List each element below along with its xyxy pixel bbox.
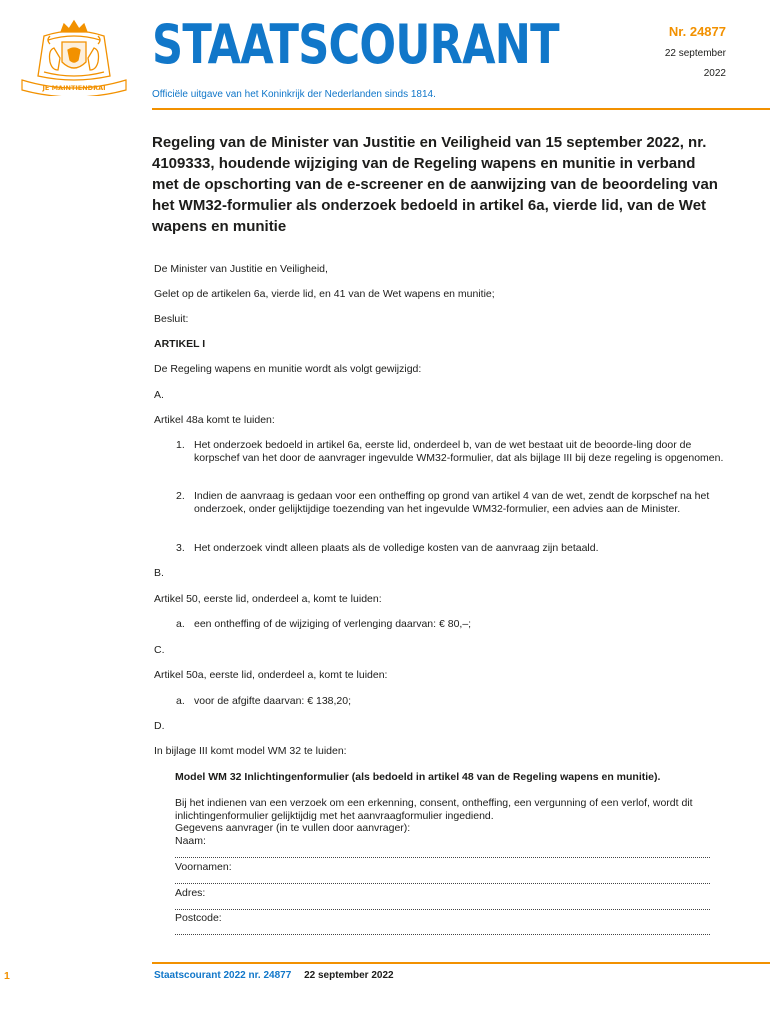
coat-of-arms-logo — [14, 18, 134, 96]
section-b-intro: Artikel 50, eerste lid, onderdeel a, komt te luiden: — [154, 593, 382, 605]
list-item-text: Het onderzoek vindt alleen plaats als de volledige kosten van de aanvraag zijn betaald. — [194, 542, 599, 554]
list-item-text: Het onderzoek bedoeld in artikel 6a, eerste lid, onderdeel b, van de wet bestaat uit de beoorde-ling door de korpschef van het door de aanvrager ingevulde WM32-formulier, dat als bijlage III bij deze regeling is opgenomen. — [194, 439, 724, 464]
fill-line-naam[interactable] — [175, 857, 710, 858]
crest-motto: JE MAINTIENDRAI — [42, 84, 106, 92]
section-d-intro: In bijlage III komt model WM 32 te luiden: — [154, 745, 347, 757]
footer-date: 22 september 2022 — [304, 970, 394, 981]
footer-divider — [152, 962, 770, 964]
list-item-number: a. — [176, 695, 185, 707]
artikel-heading: ARTIKEL I — [154, 338, 206, 350]
issue-date-day-month: 22 september — [664, 48, 726, 59]
masthead-title: STAATSCOURANT — [152, 13, 559, 76]
list-item-number: 2. — [176, 490, 185, 502]
field-label-adres: Adres: — [175, 887, 206, 899]
footer-publication: Staatscourant 2022 nr. 24877 — [154, 970, 292, 981]
list-item — [176, 542, 724, 556]
model-intro: Bij het indienen van een verzoek om een erkenning, consent, ontheffing, een vergunning of een verlof, wordt dit inlichtingenformulier gelijktijdig met het aanvraagformulier ingediend. — [175, 797, 693, 822]
footer-line — [154, 970, 394, 981]
regulation-title: Regeling van de Minister van Justitie en Veiligheid van 15 september 2022, nr. 4109333, houdende wijziging van de Regeling wapens en munitie in verband met de opschorting van de e-screener en de aanwijzing van de beoordeling van het WM32-formulier als onderzoek bedoeld in artikel 6a, vierde lid, van de Wet wapens en munitie — [152, 134, 718, 235]
list-item — [176, 490, 724, 530]
legal-basis: Gelet op de artikelen 6a, vierde lid, en 41 van de Wet wapens en munitie; — [154, 288, 495, 300]
list-item-number: 3. — [176, 542, 185, 554]
list-item-number: a. — [176, 618, 185, 630]
publication-subtitle: Officiële uitgave van het Koninkrijk der Nederlanden sinds 1814. — [152, 89, 436, 100]
field-label-naam: Naam: — [175, 835, 206, 847]
list-item-text: een ontheffing of de wijziging of verlenging daarvan: € 80,–; — [194, 618, 472, 630]
list-item — [176, 618, 724, 632]
header-divider — [152, 108, 770, 110]
section-a-label: A. — [154, 389, 164, 401]
section-a-intro: Artikel 48a komt te luiden: — [154, 414, 275, 426]
fill-line-postcode[interactable] — [175, 934, 710, 935]
besluit-label: Besluit: — [154, 313, 189, 325]
amendment-intro: De Regeling wapens en munitie wordt als volgt gewijzigd: — [154, 363, 422, 375]
issue-number: Nr. 24877 — [668, 24, 726, 39]
minister-line: De Minister van Justitie en Veiligheid, — [154, 263, 328, 275]
list-item-number: 1. — [176, 439, 185, 451]
list-item — [176, 439, 724, 479]
page-number: 1 — [4, 970, 10, 982]
list-item-text: voor de afgifte daarvan: € 138,20; — [194, 695, 352, 707]
model-title: Model WM 32 Inlichtingenformulier (als bedoeld in artikel 48 van de Regeling wapens en munitie). — [175, 771, 661, 783]
section-c-label: C. — [154, 644, 165, 656]
list-item — [176, 695, 724, 709]
field-label-voornamen: Voornamen: — [175, 861, 232, 873]
fill-line-adres[interactable] — [175, 909, 710, 910]
fill-line-voornamen[interactable] — [175, 883, 710, 884]
model-intro-block — [175, 797, 720, 835]
field-label-postcode: Postcode: — [175, 912, 222, 924]
list-item-text: Indien de aanvraag is gedaan voor een ontheffing op grond van artikel 4 van de wet, zendt de korpschef na het onderzoek, onder gelijktijdige toezending van het ingevulde WM32-formulier, een advies aan de Minister. — [194, 490, 710, 515]
section-c-intro: Artikel 50a, eerste lid, onderdeel a, komt te luiden: — [154, 669, 388, 681]
issue-date-year: 2022 — [703, 68, 726, 79]
section-d-label: D. — [154, 720, 165, 732]
section-b-label: B. — [154, 567, 164, 579]
model-subheading: Gegevens aanvrager (in te vullen door aanvrager): — [175, 822, 411, 834]
